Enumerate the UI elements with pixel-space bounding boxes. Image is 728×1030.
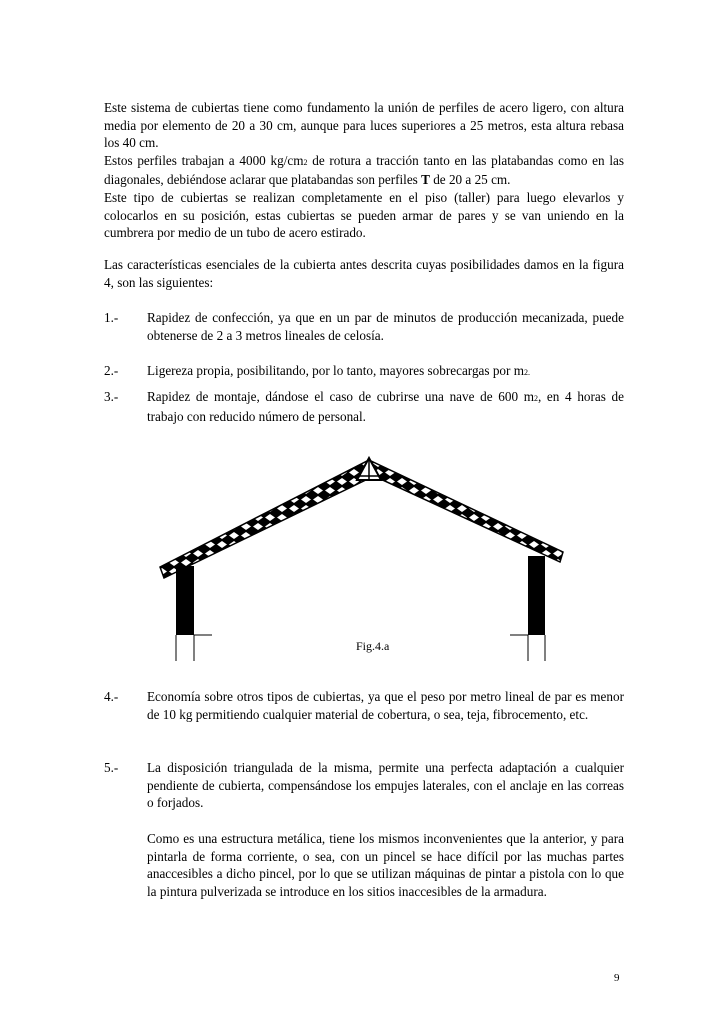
list-number: 1.- — [104, 310, 119, 325]
list-item-5 — [104, 759, 624, 812]
lead-paragraph: Las características esenciales de la cubierta antes descrita cuyas posibilidades damos en la figura 4, son las siguientes: — [104, 257, 624, 290]
closing-text: Como es una estructura metálica, tiene los mismos inconvenientes que la anterior, y para pintarla de forma corriente, o sea, con un pincel se hace difícil por las muchas partes anaccesibles a dicho pincel, por lo que se utilizan máquinas de pintar a pistola con lo que la pintura pulverizada se introduce en los sitios inaccesibles de la armadura. — [147, 831, 624, 899]
list-item-3 — [104, 388, 624, 425]
list-text: La disposición triangulada de la misma, permite una perfecta adaptación a cualquier pendiente de cubierta, compensándose los empujes laterales, con el anclaje en las correas o forjados. — [147, 760, 624, 811]
list-text: Rapidez de confección, ya que en un par de minutos de producción mecanizada, puede obtenerse de 2 a 3 metros lineales de celosía. — [147, 310, 624, 343]
intro-paragraph-2: Estos perfiles trabajan a 4000 kg/cm2 de rotura a tracción tanto en las platabandas como en las diagonales, debiéndose aclarar que platabandas son perfiles T de 20 a 25 cm. — [104, 152, 624, 188]
list-number: 2.- — [104, 363, 119, 378]
list-number: 4.- — [104, 689, 119, 704]
intro-paragraph-1: Este sistema de cubiertas tiene como fundamento la unión de perfiles de acero ligero, con altura media por elemento de 20 a 30 cm, aunque para luces superiores a 25 metros, esta altura rebasa los 40 cm. — [104, 100, 624, 151]
list-number: 3.- — [104, 389, 119, 404]
list-item-2 — [104, 362, 624, 382]
list-text: Economía sobre otros tipos de cubiertas, ya que el peso por metro lineal de par es menor de 10 kg permitiendo cualquier material de cobertura, o sea, teja, fibrocemento, etc. — [147, 689, 624, 722]
list-text: Ligereza propia, posibilitando, por lo tanto, mayores sobrecargas por m2. — [147, 363, 530, 378]
list-item-1 — [104, 309, 624, 344]
page-number: 9 — [614, 972, 620, 984]
closing-paragraph — [104, 830, 624, 900]
list-item-4 — [104, 688, 624, 723]
list-number: 5.- — [104, 760, 119, 775]
truss-figure — [150, 446, 580, 671]
intro-block — [104, 99, 624, 242]
list-text: Rapidez de montaje, dándose el caso de cubrirse una nave de 600 m2, en 4 horas de trabajo con reducido número de personal. — [147, 389, 624, 424]
figure-caption: Fig.4.a — [356, 639, 390, 653]
roof-truss-drawing — [150, 446, 580, 671]
intro-paragraph-3: Este tipo de cubiertas se realizan completamente en el piso (taller) para luego elevarlos y colocarlos en su posición, estas cubiertas se pueden armar de pares y se van uniendo en la cumbrera por medio de un tubo de acero estirado. — [104, 189, 624, 241]
